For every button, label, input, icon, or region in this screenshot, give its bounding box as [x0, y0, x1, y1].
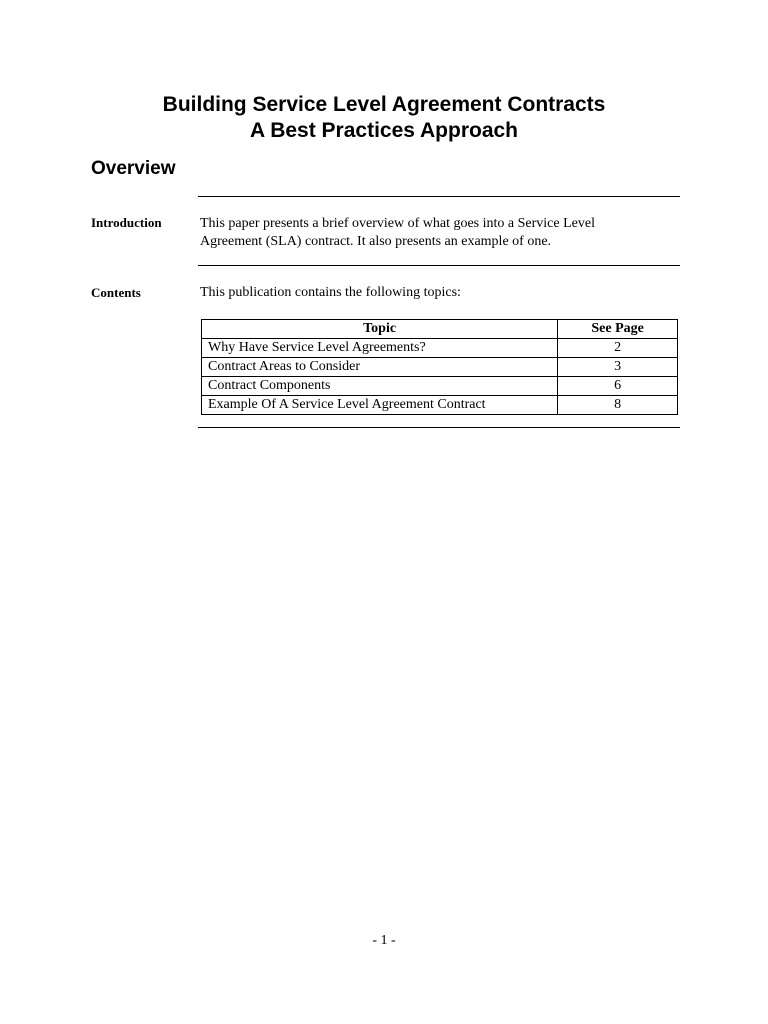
topic-cell: Example Of A Service Level Agreement Contract — [202, 396, 558, 415]
introduction-label: Introduction — [91, 215, 162, 230]
table-row — [202, 358, 678, 377]
header-see-page: See Page — [558, 320, 678, 339]
divider-middle — [198, 265, 680, 266]
title-line-1: Building Service Level Agreement Contracts — [162, 93, 606, 116]
table-row — [202, 339, 678, 358]
table-row — [202, 377, 678, 396]
page-cell: 8 — [558, 396, 678, 415]
introduction-text-line-2: Agreement (SLA) contract. It also presents an example of one. — [200, 234, 552, 249]
page-cell: 2 — [558, 339, 678, 358]
title-line-2: A Best Practices Approach — [249, 119, 519, 142]
table-row — [202, 396, 678, 415]
page-cell: 6 — [558, 377, 678, 396]
header-topic: Topic — [202, 320, 558, 339]
page-cell: 3 — [558, 358, 678, 377]
topics-table — [201, 319, 678, 415]
section-heading-overview: Overview — [91, 158, 176, 179]
topic-cell: Contract Components — [202, 377, 558, 396]
document-title — [0, 92, 768, 144]
topic-cell: Why Have Service Level Agreements? — [202, 339, 558, 358]
page-number: - 1 - — [372, 933, 396, 948]
contents-label: Contents — [91, 285, 141, 300]
divider-top — [198, 196, 680, 197]
topic-cell: Contract Areas to Consider — [202, 358, 558, 377]
table-header-row — [202, 320, 678, 339]
contents-text: This publication contains the following topics: — [200, 285, 461, 300]
introduction-text — [200, 215, 675, 251]
divider-bottom — [198, 427, 680, 428]
introduction-text-line-1: This paper presents a brief overview of what goes into a Service Level — [200, 216, 595, 231]
